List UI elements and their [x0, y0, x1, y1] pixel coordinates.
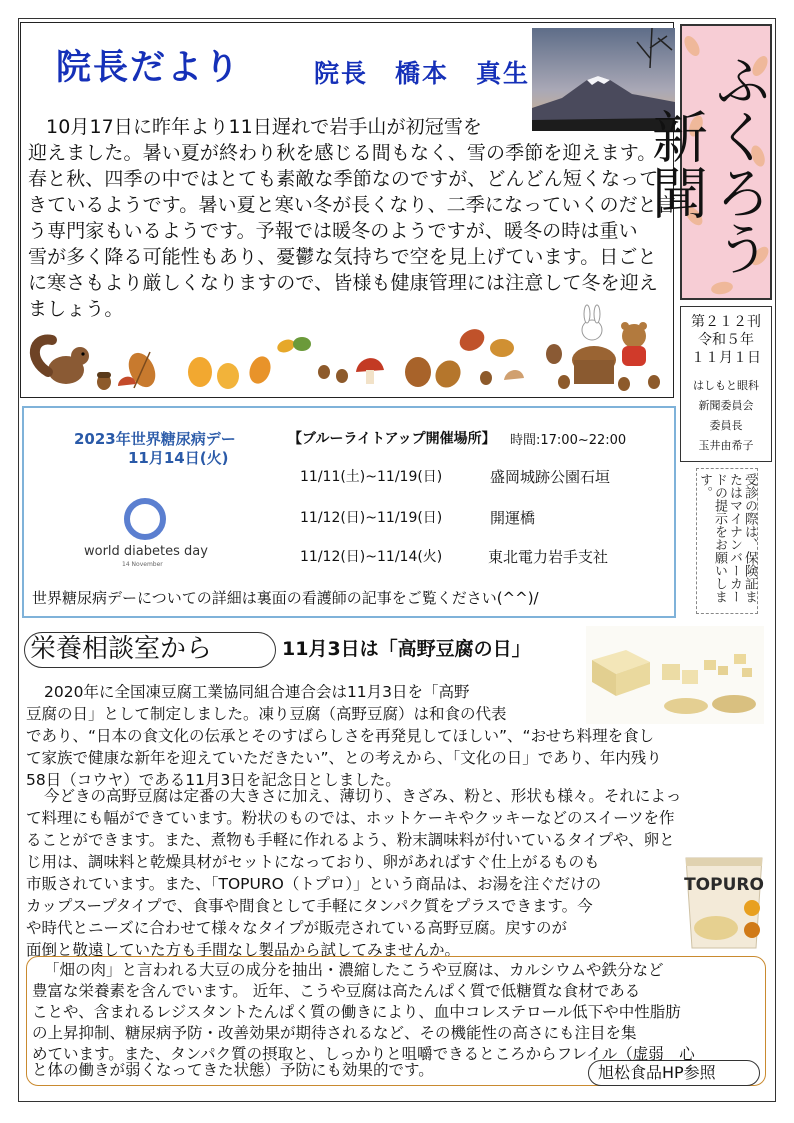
nutrition-text-line: カップスープタイプで、食事や間食として手軽にタンパク質をプラスできます。今 [26, 897, 593, 915]
venue-dates: 11/12(日)~11/14(火) [300, 549, 443, 565]
soy-text-line: と体の働きが弱くなってきた状態）予防にも効果的です。 [32, 1061, 434, 1079]
soy-text-line: 豊富な栄養素を含んでいます。 近年、こうや豆腐は高たんぱく質で低糖質な食材である [32, 982, 641, 1000]
nutrition-text-line: 市販されています。また、「TOPURO（トプロ）」という商品は、お湯を注ぐだけの [26, 875, 602, 893]
venue-dates: 11/11(土)~11/19(日) [300, 469, 443, 485]
venue-name: 盛岡城跡公園石垣 [490, 468, 611, 486]
nutrition-text-line: じ用は、調味料と乾燥具材がセットになっており、卵があればすぐ仕上がるものも [26, 853, 600, 871]
lightup-time: 時間:17:00~22:00 [510, 433, 627, 448]
diabetes-day-title: 2023年世界糖尿病デー [74, 430, 236, 448]
director-text-line: きているようです。暑い夏と寒い冬が長くなり、二季になっていくのだと言 [28, 194, 676, 216]
nutrition-text-line: 豆腐の日」として制定しました。凍り豆腐（高野豆腐）は和食の代表 [26, 705, 507, 723]
staff-line: 玉井由希子 [698, 439, 754, 452]
insurance-notice [696, 468, 758, 614]
venue-dates: 11/12(日)~11/19(日) [300, 510, 443, 526]
masthead [643, 24, 772, 300]
issue-number: 第２１２刊 [691, 314, 761, 330]
soy-text-line: ことや、含まれるレジスタントたんぱく質の働きにより、血中コレステロール低下や中性脂肪 [32, 1003, 681, 1021]
soy-text-line: 「畑の肉」と言われる大豆の成分を抽出・濃縮したこうや豆腐は、カルシウムや鉄分など [44, 961, 664, 979]
venue-heading: 【ブルーライトアップ開催場所】 [288, 431, 496, 447]
nutrition-text-line: 58日（コウヤ）である11月3日を記念日としました。 [26, 771, 401, 789]
autumn-illustration [24, 300, 672, 396]
insurance-notice-text: 受診の際は、保険証またはマイナンバーカードの提示をお願いします。 [697, 473, 757, 603]
nutrition-text-line: て家族で健康な新年を迎えていただきたい”、との考えから、「文化の日」であり、年内残り [26, 749, 662, 767]
director-text-line: 迎えました。暑い夏が終わり秋を感じる間もなく、雪の季節を迎えます。 [28, 142, 657, 164]
topuro-product-name: TOPURO [684, 875, 764, 895]
nutrition-text-line: 2020年に全国凍豆腐工業協同組合連合会は11月3日を「高野 [44, 683, 470, 701]
nutrition-text-line: 今どきの高野豆腐は定番の大きさに加え、薄切り、きざみ、粉と、形状も様々。それによっ [44, 787, 682, 805]
venue-name: 開運橋 [490, 509, 536, 527]
director-text-line: ましょう。 [28, 298, 124, 320]
director-text-line: に寒さもより厳しくなりますので、皆様も健康管理には注意して冬を迎え [28, 272, 658, 294]
blue-circle-logo-icon [124, 498, 166, 540]
issue-info [680, 306, 772, 462]
nutrition-text-line: て料理にも幅ができています。粉状のものでは、ホットケーキやクッキーなどのスイーツを作 [26, 809, 675, 827]
venue-name: 東北電力岩手支社 [488, 548, 609, 566]
topuro-product-photo [680, 852, 768, 952]
masthead-title: ふくろう新聞 [643, 52, 771, 276]
soy-text-line: めています。また、タンパク質の摂取と、しっかりと咀嚼できるところからフレイル（虚弱 心 [32, 1045, 695, 1063]
nutrition-label: 栄養相談室から [30, 634, 213, 664]
diabetes-day-logo-text: world diabetes day [84, 544, 208, 559]
director-text-line: 春と秋、四季の中ではとても素敵な季節なのですが、どんどん短くなって [28, 168, 659, 190]
staff-line: 新聞委員会 [698, 399, 754, 412]
animal-illustration [546, 305, 660, 391]
issue-date: １１月１日 [691, 350, 761, 366]
soy-text-line: の上昇抑制、糖尿病予防・改善効果が期待されるなど、その機能性の高さにも注目を集 [32, 1024, 637, 1042]
director-text-line: 雪が多く降る可能性もあり、憂鬱な気持ちで空を見上げています。日ごと [28, 246, 657, 268]
director-title: 院長だより [56, 48, 242, 88]
nutrition-text-line: ることができます。また、煮物も手軽に作れるよう、粉末調味料が付いているタイプや、卵と [26, 831, 675, 849]
staff-line: はしもと眼科 [693, 379, 759, 392]
staff-line: 委員長 [709, 419, 743, 432]
issue-era: 令和５年 [698, 332, 754, 348]
director-text-line: 10月17日に昨年より11日遅れで岩手山が初冠雪を [46, 116, 483, 138]
squirrel-illustration [35, 340, 89, 384]
nutrition-text-line: 面倒と敬遠していた方も手間なし製品から試してみませんか。 [26, 941, 461, 959]
director-author: 院長 橋本 真生 [314, 59, 531, 88]
diabetes-day-date: 11月14日(火) [128, 449, 229, 467]
diabetes-day-footer: 世界糖尿病デーについての詳細は裏面の看護師の記事をご覧ください(^^)/ [32, 589, 539, 607]
source-label: 旭松食品HP参照 [598, 1063, 716, 1082]
koya-tofu-photo [586, 626, 764, 724]
nutrition-text-line: であり、“日本の食文化の伝承とそのすばらしさを再発見してほしい”、“おせち料理を食し [26, 727, 655, 745]
diabetes-day-logo-subtext: 14 November [122, 561, 163, 568]
director-text-line: う専門家もいるようです。予報では暖冬のようですが、暖冬の時は重い [28, 220, 638, 242]
nutrition-headline: 11月3日は「高野豆腐の日」 [282, 638, 531, 660]
nutrition-text-line: や時代とニーズに合わせて様々なタイプが販売されている高野豆腐。戻すのが [26, 919, 567, 937]
